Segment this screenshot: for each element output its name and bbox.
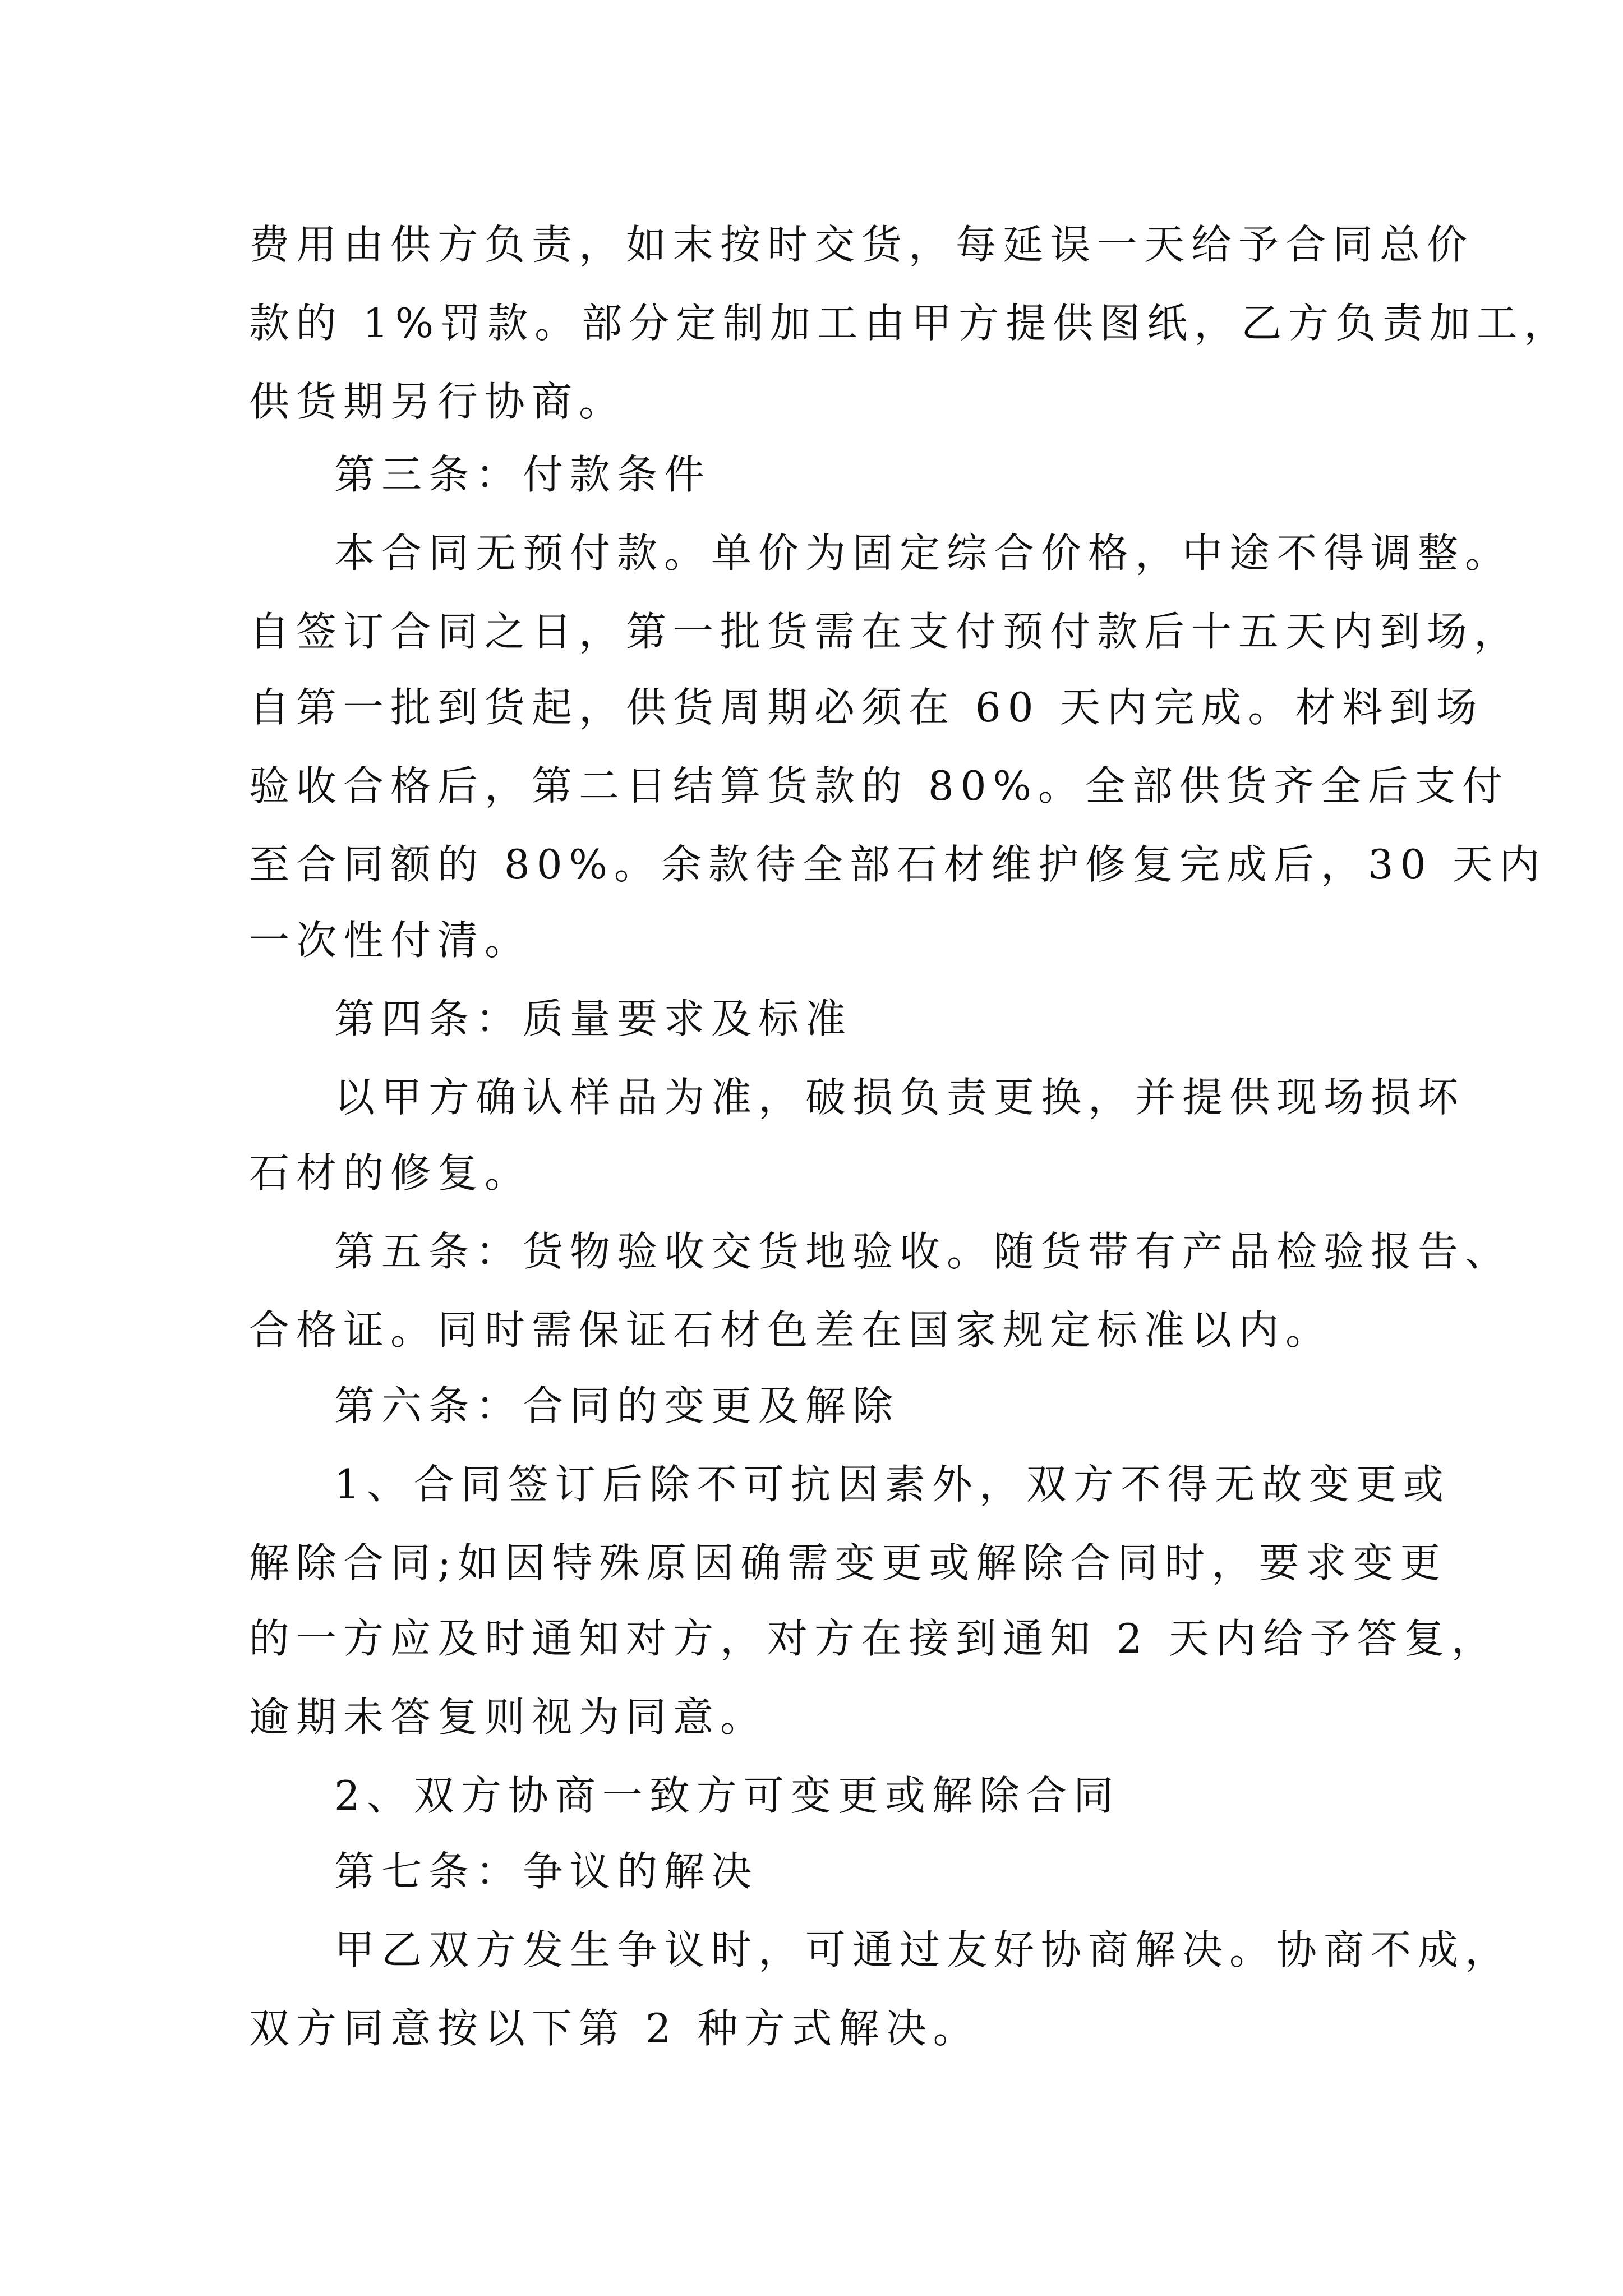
- section-heading: 第四条：质量要求及标准: [334, 995, 853, 1042]
- text-line: 甲乙双方发生争议时，可通过友好协商解决。协商不成，: [334, 1926, 1513, 1973]
- text-line: 至合同额的 80%。余款待全部石材维护修复完成后，30 天内: [249, 841, 1547, 888]
- text-line: 自第一批到货起，供货周期必须在 60 天内完成。材料到场: [249, 684, 1484, 731]
- text-line: 验收合格后，第二日结算货款的 80%。全部供货齐全后支付: [249, 762, 1509, 809]
- text-line: 费用由供方负责，如末按时交货，每延误一天给予合同总价: [249, 221, 1474, 268]
- text-line: 合格证。同时需保证石材色差在国家规定标准以内。: [249, 1306, 1333, 1354]
- section-heading: 第三条：付款条件: [334, 451, 712, 498]
- text-line: 双方同意按以下第 2 种方式解决。: [249, 2005, 980, 2052]
- section-heading: 第六条：合同的变更及解除: [334, 1382, 900, 1429]
- text-line: 2、双方协商一致方可变更或解除合同: [334, 1772, 1121, 1819]
- section-heading: 第五条：货物验收交货地验收。随货带有产品检验报告、: [334, 1228, 1513, 1275]
- text-line: 自签订合同之日，第一批货需在支付预付款后十五天内到场，: [249, 608, 1521, 655]
- text-line: 的一方应及时通知对方，对方在接到通知 2 天内给予答复，: [249, 1615, 1498, 1662]
- text-line: 供货期另行协商。: [249, 378, 626, 425]
- text-line: 一次性付清。: [249, 917, 532, 964]
- text-line: 本合同无预付款。单价为固定综合价格，中途不得调整。: [334, 530, 1513, 577]
- text-line: 1、合同签订后除不可抗因素外，双方不得无故变更或: [334, 1461, 1450, 1508]
- section-heading: 第七条：争议的解决: [334, 1848, 759, 1895]
- text-line: 解除合同;如因特殊原因确需变更或解除合同时，要求变更: [249, 1539, 1447, 1586]
- text-line: 石材的修复。: [249, 1149, 532, 1197]
- text-line: 以甲方确认样品为准，破损负责更换，并提供现场损坏: [334, 1074, 1465, 1121]
- text-line: 款的 1%罚款。部分定制加工由甲方提供图纸，乙方负责加工，: [249, 300, 1571, 347]
- text-line: 逾期未答复则视为同意。: [249, 1694, 768, 1741]
